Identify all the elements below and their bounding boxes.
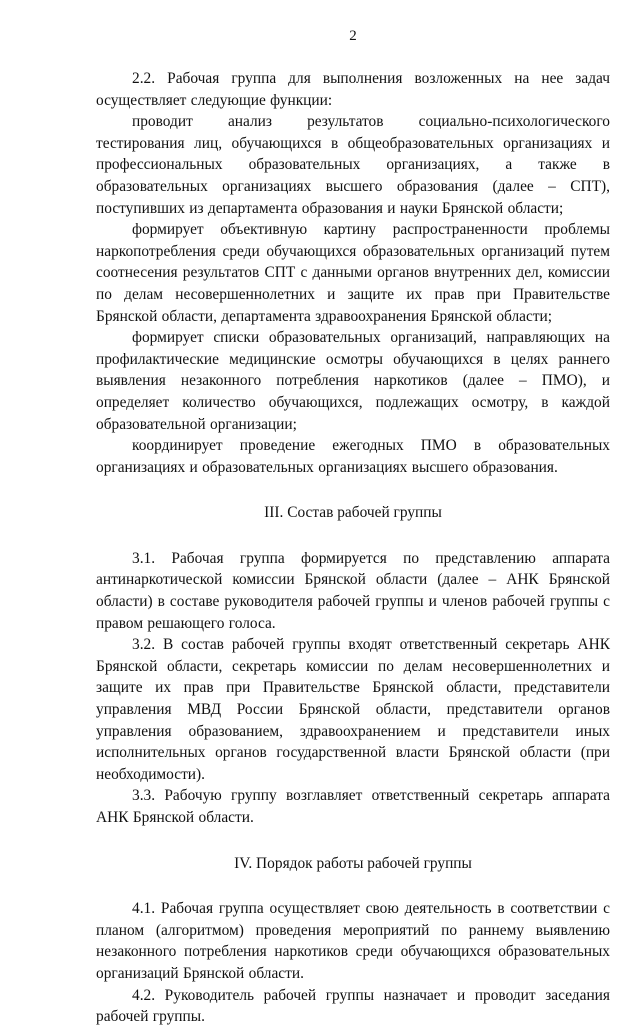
document-page (96, 26, 610, 1028)
paragraph-function-1: проводит анализ результатов социально-психологического тестирования лиц, обучающихся в общеобразовательных организациях и профессиональных образовательных организациях, а также в образовательных организациях высшего образования (далее – СПТ), поступивших из департамента образования и науки Брянской области; (96, 113, 610, 217)
spacer (96, 524, 610, 548)
paragraph-function-4: координирует проведение ежегодных ПМО в образовательных организациях и образовательных организациях высшего образования. (96, 437, 610, 476)
paragraph-3-1: 3.1. Рабочая группа формируется по представлению аппарата антинаркотической комиссии Брянской области (далее – АНК Брянской области) в составе руководителя рабочей группы и членов рабочей группы с правом решающего голоса. (96, 549, 610, 632)
paragraph-3-2: 3.2. В состав рабочей группы входят ответственный секретарь АНК Брянской области, секретарь комиссии по делам несовершеннолетних и защите их прав при Правительстве Брянской области, представители управления МВД России Брянской области, представители органов управления образованием, здравоохранением и представители иных исполнительных органов государственной власти Брянской области (при необходимости). (96, 636, 610, 783)
spacer (96, 874, 610, 898)
paragraph-function-2: формирует объективную картину распространенности проблемы наркопотребления среди обучающихся образовательных организаций путем соотнесения результатов СПТ с данными органов внутренних дел, комиссии по делам несовершеннолетних и защите их прав при Правительстве Брянской области, департамента здравоохранения Брянской области; (96, 221, 610, 325)
spacer (96, 478, 610, 502)
paragraph-4-1: 4.1. Рабочая группа осуществляет свою деятельность в соответствии с планом (алгоритмом) проведения мероприятий по раннему выявлению незаконного потребления наркотиков среди обучающихся образовательных организаций Брянской области. (96, 900, 610, 982)
paragraph-3-3: 3.3. Рабочую группу возглавляет ответственный секретарь аппарата АНК Брянской области. (96, 787, 610, 826)
section-3-heading: III. Состав рабочей группы (264, 504, 442, 522)
page-number: 2 (349, 28, 357, 44)
section-4-heading: IV. Порядок работы рабочей группы (234, 854, 472, 872)
spacer (96, 829, 610, 853)
paragraph-function-3: формирует списки образовательных организаций, направляющих на профилактические медицинские осмотры обучающихся в целях раннего выявления незаконного потребления наркотиков (далее – ПМО), и определяет количество обучающихся, подлежащих осмотру, в каждой образовательной организации; (96, 329, 610, 433)
paragraph-4-2: 4.2. Руководитель рабочей группы назначает и проводит заседания рабочей группы. (96, 986, 610, 1026)
paragraph-2-2: 2.2. Рабочая группа для выполнения возложенных на нее задач осуществляет следующие функции: (96, 70, 610, 109)
